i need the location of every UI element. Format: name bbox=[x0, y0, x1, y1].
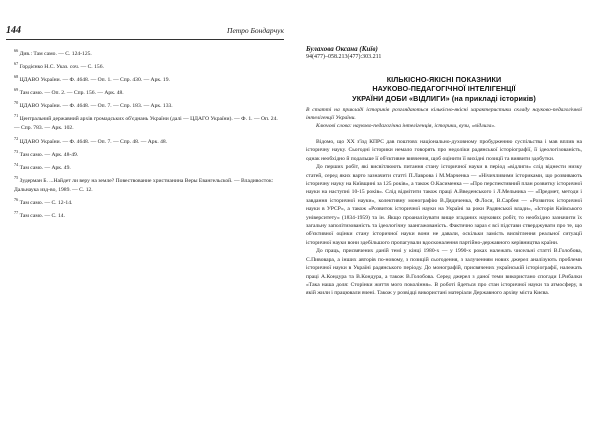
footnote-text: Там само. — Арк. 48-49. bbox=[19, 151, 79, 158]
footnote bbox=[14, 160, 284, 173]
footnote bbox=[14, 147, 284, 160]
footnote bbox=[14, 59, 284, 72]
footnote bbox=[14, 134, 284, 147]
running-author: Петро Бондарчук bbox=[227, 26, 284, 35]
title-line: КІЛЬКІСНО-ЯКІСНІ ПОКАЗНИКИ bbox=[386, 75, 502, 84]
footnote-text: ЦДАВО України. — Ф. 4648. — Оп. 7. — Спр. 183. — Арк. 133. bbox=[19, 103, 173, 110]
footnote-text: Там само. — С. 12-14. bbox=[19, 199, 73, 206]
footnote-number: 69 bbox=[14, 87, 19, 93]
footnote-number: 71 bbox=[14, 113, 19, 119]
footnote-text: ЦДАВО України. — Ф. 4648. — Оп. 1. — Спр. 430. — Арк. 19. bbox=[19, 76, 170, 83]
article-body bbox=[306, 138, 582, 298]
right-page bbox=[306, 0, 600, 428]
footnote-number: 66 bbox=[14, 48, 19, 53]
footnote-number: 73 bbox=[14, 148, 19, 154]
page-number: 144 bbox=[6, 25, 21, 36]
udc-code: 94(477)–058.213(477):303.211 bbox=[306, 54, 382, 60]
footnote-text: Зудерман Б. ...Найдет ли веру на земле? Повествование христианина Веры Евангельской. — Владивосток: Дальнаука изд-во, 1989. — С. 12. bbox=[14, 177, 274, 193]
footnote-text: ЦДАВО України. — Ф. 4648. — Оп. 7. — Спр. 48. — Арк. 48. bbox=[19, 138, 168, 145]
footnote-number: 72 bbox=[14, 135, 19, 141]
footnote-text: Центральний державний архів громадських об'єднань України (далі — ЦДАГО України). — Ф. 1. — Оп. 24. — Спр. 783. — Арк. 102. bbox=[14, 116, 278, 132]
footnote bbox=[14, 173, 284, 195]
footnote bbox=[14, 85, 284, 98]
footnote bbox=[14, 195, 284, 208]
title-line: УКРАЇНИ ДОБИ «ВІДЛИГИ» (на прикладі істориків) bbox=[352, 93, 536, 103]
running-header bbox=[6, 25, 284, 40]
footnote-number: 68 bbox=[14, 74, 19, 80]
footnote-number: 77 bbox=[14, 210, 19, 216]
body-paragraph: Відомо, що ХХ з'їзд КПРС дав поштовх національно-духовному пробудженню суспільства і мав вплив на історичну науку. Сьогодні історики немало говорять про недоліки радянської історіографії, її ідеологізованість, однак необхідно й подальше її об'єктивне вивчення, щоб оцінити її вихідні позиції та виявити здобутки. bbox=[306, 139, 582, 162]
footnote-number: 75 bbox=[14, 174, 19, 180]
abstract-text: В статті на прикладі істориків розглядаються кількісно-якісні характеристики складу науково-педагогічної інтелігенції України. bbox=[306, 107, 582, 122]
footnote-text: Там само. — Оп. 2. — Спр. 156. — Арк. 48. bbox=[19, 90, 124, 97]
footnote bbox=[14, 208, 284, 221]
article-title bbox=[306, 75, 582, 103]
footnote-number: 70 bbox=[14, 100, 19, 106]
footnote-text: Гордієнко Н.С. Указ. соч. — С. 156. bbox=[19, 63, 104, 70]
footnote bbox=[14, 98, 284, 111]
footnote-text: Див.: Там само. — С. 124-125. bbox=[19, 50, 92, 57]
footnote-text: Там само. — С. 14. bbox=[19, 212, 65, 219]
keywords: Ключові слова: науково-педагогічна інтелігенція, історики, вузи, «відлига». bbox=[316, 123, 496, 130]
title-line: НАУКОВО-ПЕДАГОГІЧНОЇ ІНТЕЛІГЕНЦІЇ bbox=[372, 84, 516, 94]
body-paragraph: До праць, присвячених даній темі у кінці 1980-х — у 1990-х роках належать чисельні статті В.Голобова, С.Пивовара, а інших авторів по-новому, з позицій сьогодення, з залученням нових джерел аналізують проблеми історичної науки в Україні радянського періоду. До монографій, присвячених українській історіографії, належать праці А.Кондура та В.Кондура, а також В.Голобова. Серед джерел з даної теми використано спогади І.Рибалки «Така наша доля: Сторінки життя мого покоління». В роботі йдеться про стан історичної науки та атмосферу, в якій жили і працювали вчені. Також у розвідці використані матеріали Державного архіву міста Києва. bbox=[306, 248, 582, 297]
footnote-text: Там само. — Арк. 49. bbox=[19, 164, 71, 171]
footnotes-list bbox=[14, 46, 284, 221]
left-page bbox=[0, 0, 296, 428]
footnote bbox=[14, 46, 284, 59]
article-author: Булахова Оксана (Київ) bbox=[306, 45, 378, 53]
footnote-number: 67 bbox=[14, 61, 19, 67]
footnote bbox=[14, 111, 284, 133]
footnote-number: 74 bbox=[14, 161, 19, 167]
abstract bbox=[306, 106, 582, 131]
footnote-number: 76 bbox=[14, 197, 19, 203]
body-paragraph: До перших робіт, які висвітлюють питання стану історичної науки в період «відлиги» слід віднести низку статей, серед яких варто зазначити статті П.Лаврова і М.Марченка — «Нічичливими істориками, що розвивають історичну науку на Київщині за 125 років», а також О.Касименка — «Про перспективний план розвитку історичної науки на наступні 10-15 років». Слід відмітити також праці А.Введенського і Л.Мельника — «Предмет, методи і завдання історичної науки», колективну монографію В.Дядиченка, Ф.Лося, В.Сарбея — «Розвиток історичної науки в УРСР», а також «Розвиток історичної науки на Україні за роки Радянської влади», «Історія Київського університету» (1834-1959) та ін. Якщо проаналізувати вище згаданих наукових робіт, то необхідно зазначити їх загальну заполітизованість та ідеологічну заангажованість. Фактично зараз є всі підстави стверджувати про те, що об'єктивної оцінки стану історичної науки вони не давали, оскільки замість висвітлення реальної ситуації історичної науки вони здебільшого пропагували вдосконалення партійно-державного керівництва країни. bbox=[306, 164, 582, 246]
footnote bbox=[14, 72, 284, 85]
